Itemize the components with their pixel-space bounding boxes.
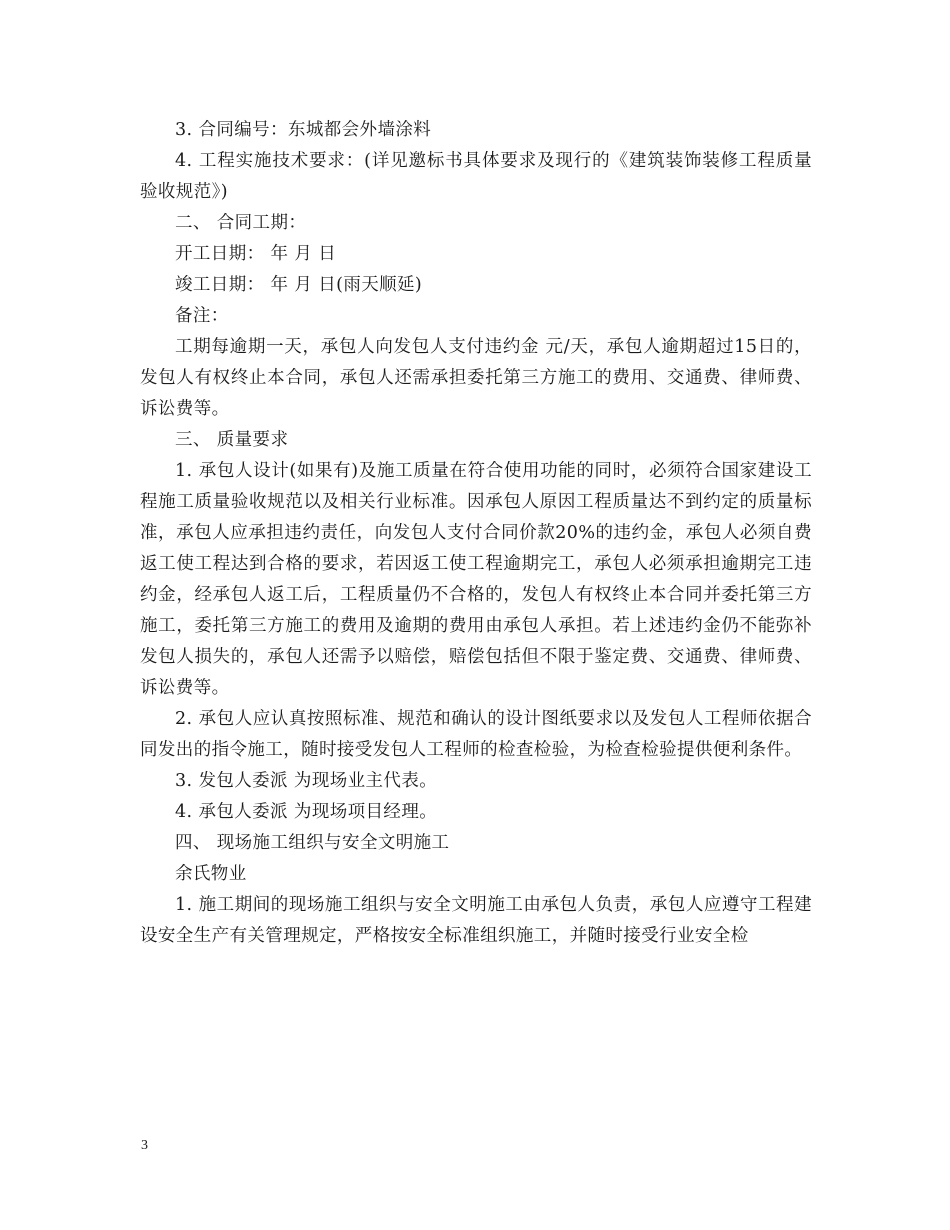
technical-requirements-item: 4. 工程实施技术要求：(详见邀标书具体要求及现行的《建筑装饰装修工程质量验收规范》) xyxy=(140,151,812,202)
quality-item-2: 2. 承包人应认真按照标准、规范和确认的设计图纸要求以及发包人工程师依据合同发出的指令施工，随时接受发包人工程师的检查检验，为检查检验提供便利条件。 xyxy=(140,709,812,760)
document-body xyxy=(140,115,812,952)
quality-item-3: 3. 发包人委派 为现场业主代表。 xyxy=(175,771,438,791)
section-heading-quality: 三、 质量要求 xyxy=(175,430,289,450)
remarks-label: 备注： xyxy=(175,306,229,326)
section-heading-site-safety: 四、 现场施工组织与安全文明施工 xyxy=(175,833,450,853)
contract-number-item: 3. 合同编号：东城都会外墙涂料 xyxy=(175,120,432,140)
section-heading-contract-period: 二、 合同工期： xyxy=(175,213,307,233)
page-number: 3 xyxy=(141,1138,148,1153)
quality-item-4: 4. 承包人委派 为现场项目经理。 xyxy=(175,802,438,822)
watermark-text-line: 余氏物业 xyxy=(175,864,247,884)
start-date-line: 开工日期： 年 月 日 xyxy=(175,244,337,264)
delay-penalty-paragraph: 工期每逾期一天，承包人向发包人支付违约金 元/天，承包人逾期超过15日的，发包人有权终止本合同，承包人还需承担委托第三方施工的费用、交通费、律师费、诉讼费等。 xyxy=(140,337,812,419)
site-safety-item-1: 1. 施工期间的现场施工组织与安全文明施工由承包人负责，承包人应遵守工程建设安全生产有关管理规定，严格按安全标准组织施工，并随时接受行业安全检 xyxy=(140,895,812,946)
quality-item-1: 1. 承包人设计(如果有)及施工质量在符合使用功能的同时，必须符合国家建设工程施工质量验收规范以及相关行业标准。因承包人原因工程质量达不到约定的质量标准，承包人应承担违约责任，向发包人支付合同价款20%的违约金，承包人必须自费返工使工程达到合格的要求，若因返工使工程逾期完工，承包人必须承担逾期完工违约金，经承包人返工后，工程质量仍不合格的，发包人有权终止本合同并委托第三方施工，委托第三方施工的费用及逾期的费用由承包人承担。若上述违约金仍不能弥补发包人损失的，承包人还需予以赔偿，赔偿包括但不限于鉴定费、交通费、律师费、诉讼费等。 xyxy=(140,461,812,698)
completion-date-line: 竣工日期： 年 月 日(雨天顺延) xyxy=(175,275,423,295)
